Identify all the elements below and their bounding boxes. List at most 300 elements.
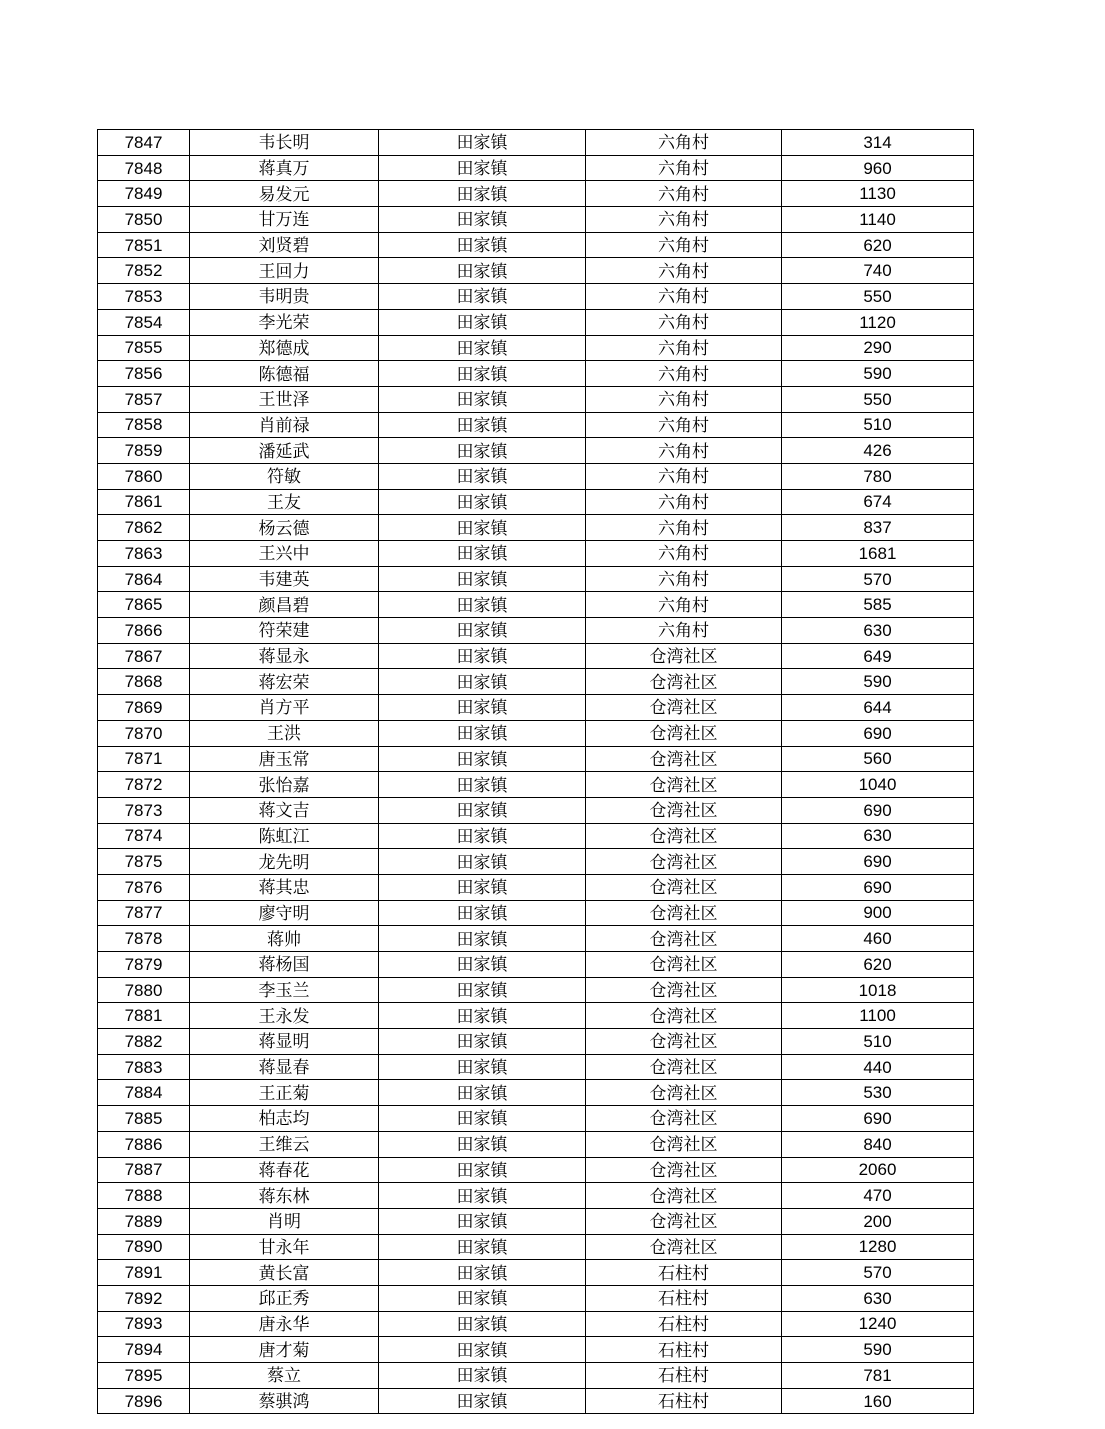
row-number-cell: 7896 [98, 1388, 190, 1414]
table-row [98, 515, 974, 541]
row-number-cell: 7892 [98, 1285, 190, 1311]
amount-cell: 620 [782, 952, 974, 978]
table-row [98, 284, 974, 310]
row-number-cell: 7867 [98, 643, 190, 669]
table-row [98, 746, 974, 772]
amount-cell: 2060 [782, 1157, 974, 1183]
town-cell: 田家镇 [379, 1131, 586, 1157]
amount-cell: 620 [782, 232, 974, 258]
table-row [98, 1183, 974, 1209]
amount-cell: 1100 [782, 1003, 974, 1029]
amount-cell: 690 [782, 797, 974, 823]
village-cell: 石柱村 [586, 1337, 782, 1363]
row-number-cell: 7850 [98, 207, 190, 233]
town-cell: 田家镇 [379, 592, 586, 618]
name-cell: 龙先明 [190, 849, 379, 875]
town-cell: 田家镇 [379, 720, 586, 746]
name-cell: 蒋杨国 [190, 952, 379, 978]
row-number-cell: 7855 [98, 335, 190, 361]
row-number-cell: 7865 [98, 592, 190, 618]
amount-cell: 740 [782, 258, 974, 284]
name-cell: 甘万连 [190, 207, 379, 233]
amount-cell: 160 [782, 1388, 974, 1414]
amount-cell: 900 [782, 900, 974, 926]
amount-cell: 1040 [782, 772, 974, 798]
village-cell: 六角村 [586, 592, 782, 618]
amount-cell: 1681 [782, 541, 974, 567]
town-cell: 田家镇 [379, 1054, 586, 1080]
row-number-cell: 7853 [98, 284, 190, 310]
village-cell: 石柱村 [586, 1285, 782, 1311]
amount-cell: 960 [782, 155, 974, 181]
name-cell: 唐永华 [190, 1311, 379, 1337]
name-cell: 张怡嘉 [190, 772, 379, 798]
town-cell: 田家镇 [379, 1311, 586, 1337]
row-number-cell: 7854 [98, 309, 190, 335]
row-number-cell: 7895 [98, 1363, 190, 1389]
row-number-cell: 7893 [98, 1311, 190, 1337]
name-cell: 李光荣 [190, 309, 379, 335]
village-cell: 六角村 [586, 541, 782, 567]
table-row [98, 386, 974, 412]
name-cell: 柏志均 [190, 1106, 379, 1132]
village-cell: 仓湾社区 [586, 1208, 782, 1234]
amount-cell: 510 [782, 412, 974, 438]
name-cell: 蒋宏荣 [190, 669, 379, 695]
amount-cell: 560 [782, 746, 974, 772]
row-number-cell: 7894 [98, 1337, 190, 1363]
row-number-cell: 7876 [98, 874, 190, 900]
table-body [98, 130, 974, 1414]
name-cell: 颜昌碧 [190, 592, 379, 618]
table-row [98, 566, 974, 592]
town-cell: 田家镇 [379, 643, 586, 669]
amount-cell: 690 [782, 720, 974, 746]
table-row [98, 849, 974, 875]
table-row [98, 618, 974, 644]
name-cell: 王世泽 [190, 386, 379, 412]
row-number-cell: 7872 [98, 772, 190, 798]
row-number-cell: 7848 [98, 155, 190, 181]
town-cell: 田家镇 [379, 258, 586, 284]
village-cell: 六角村 [586, 335, 782, 361]
name-cell: 杨云德 [190, 515, 379, 541]
row-number-cell: 7879 [98, 952, 190, 978]
name-cell: 蔡骐鸿 [190, 1388, 379, 1414]
village-cell: 仓湾社区 [586, 1054, 782, 1080]
row-number-cell: 7882 [98, 1029, 190, 1055]
row-number-cell: 7860 [98, 463, 190, 489]
town-cell: 田家镇 [379, 1388, 586, 1414]
table-row [98, 1106, 974, 1132]
town-cell: 田家镇 [379, 463, 586, 489]
row-number-cell: 7873 [98, 797, 190, 823]
row-number-cell: 7881 [98, 1003, 190, 1029]
amount-cell: 780 [782, 463, 974, 489]
row-number-cell: 7886 [98, 1131, 190, 1157]
row-number-cell: 7868 [98, 669, 190, 695]
amount-cell: 570 [782, 1260, 974, 1286]
table-row [98, 592, 974, 618]
table-row [98, 258, 974, 284]
amount-cell: 1120 [782, 309, 974, 335]
amount-cell: 630 [782, 823, 974, 849]
town-cell: 田家镇 [379, 1208, 586, 1234]
name-cell: 唐才菊 [190, 1337, 379, 1363]
village-cell: 六角村 [586, 412, 782, 438]
name-cell: 陈虹江 [190, 823, 379, 849]
name-cell: 蔡立 [190, 1363, 379, 1389]
village-cell: 六角村 [586, 463, 782, 489]
amount-cell: 644 [782, 695, 974, 721]
village-cell: 仓湾社区 [586, 926, 782, 952]
village-cell: 六角村 [586, 309, 782, 335]
village-cell: 六角村 [586, 258, 782, 284]
village-cell: 仓湾社区 [586, 900, 782, 926]
town-cell: 田家镇 [379, 284, 586, 310]
village-cell: 仓湾社区 [586, 874, 782, 900]
table-row [98, 952, 974, 978]
village-cell: 仓湾社区 [586, 1131, 782, 1157]
row-number-cell: 7866 [98, 618, 190, 644]
row-number-cell: 7859 [98, 438, 190, 464]
name-cell: 邱正秀 [190, 1285, 379, 1311]
town-cell: 田家镇 [379, 797, 586, 823]
village-cell: 六角村 [586, 155, 782, 181]
town-cell: 田家镇 [379, 155, 586, 181]
town-cell: 田家镇 [379, 361, 586, 387]
name-cell: 蒋帅 [190, 926, 379, 952]
table-row [98, 977, 974, 1003]
amount-cell: 460 [782, 926, 974, 952]
village-cell: 六角村 [586, 130, 782, 156]
row-number-cell: 7858 [98, 412, 190, 438]
row-number-cell: 7861 [98, 489, 190, 515]
village-cell: 六角村 [586, 489, 782, 515]
village-cell: 仓湾社区 [586, 1080, 782, 1106]
name-cell: 唐玉常 [190, 746, 379, 772]
name-cell: 王正菊 [190, 1080, 379, 1106]
row-number-cell: 7888 [98, 1183, 190, 1209]
table-row [98, 541, 974, 567]
town-cell: 田家镇 [379, 309, 586, 335]
amount-cell: 470 [782, 1183, 974, 1209]
row-number-cell: 7875 [98, 849, 190, 875]
village-cell: 石柱村 [586, 1388, 782, 1414]
name-cell: 蒋显春 [190, 1054, 379, 1080]
town-cell: 田家镇 [379, 1285, 586, 1311]
town-cell: 田家镇 [379, 207, 586, 233]
village-cell: 仓湾社区 [586, 1106, 782, 1132]
table-row [98, 207, 974, 233]
amount-cell: 630 [782, 618, 974, 644]
village-cell: 仓湾社区 [586, 1234, 782, 1260]
row-number-cell: 7856 [98, 361, 190, 387]
table-row [98, 1080, 974, 1106]
town-cell: 田家镇 [379, 412, 586, 438]
name-cell: 符荣建 [190, 618, 379, 644]
town-cell: 田家镇 [379, 515, 586, 541]
table-row [98, 361, 974, 387]
village-cell: 仓湾社区 [586, 977, 782, 1003]
table-row [98, 1311, 974, 1337]
name-cell: 韦明贵 [190, 284, 379, 310]
name-cell: 陈德福 [190, 361, 379, 387]
amount-cell: 630 [782, 1285, 974, 1311]
amount-cell: 1140 [782, 207, 974, 233]
row-number-cell: 7874 [98, 823, 190, 849]
amount-cell: 550 [782, 386, 974, 412]
village-cell: 石柱村 [586, 1311, 782, 1337]
name-cell: 肖方平 [190, 695, 379, 721]
name-cell: 易发元 [190, 181, 379, 207]
table-row [98, 772, 974, 798]
village-cell: 六角村 [586, 181, 782, 207]
town-cell: 田家镇 [379, 669, 586, 695]
amount-cell: 590 [782, 1337, 974, 1363]
amount-cell: 590 [782, 361, 974, 387]
town-cell: 田家镇 [379, 1260, 586, 1286]
name-cell: 肖明 [190, 1208, 379, 1234]
name-cell: 蒋东林 [190, 1183, 379, 1209]
table-row [98, 695, 974, 721]
village-cell: 仓湾社区 [586, 849, 782, 875]
town-cell: 田家镇 [379, 695, 586, 721]
town-cell: 田家镇 [379, 335, 586, 361]
name-cell: 王维云 [190, 1131, 379, 1157]
row-number-cell: 7890 [98, 1234, 190, 1260]
table-row [98, 669, 974, 695]
amount-cell: 426 [782, 438, 974, 464]
village-cell: 仓湾社区 [586, 1157, 782, 1183]
row-number-cell: 7863 [98, 541, 190, 567]
town-cell: 田家镇 [379, 1363, 586, 1389]
row-number-cell: 7849 [98, 181, 190, 207]
town-cell: 田家镇 [379, 386, 586, 412]
town-cell: 田家镇 [379, 1080, 586, 1106]
amount-cell: 550 [782, 284, 974, 310]
name-cell: 符敏 [190, 463, 379, 489]
village-cell: 六角村 [586, 284, 782, 310]
name-cell: 蒋显永 [190, 643, 379, 669]
town-cell: 田家镇 [379, 746, 586, 772]
row-number-cell: 7889 [98, 1208, 190, 1234]
amount-cell: 840 [782, 1131, 974, 1157]
name-cell: 蒋其忠 [190, 874, 379, 900]
village-cell: 六角村 [586, 566, 782, 592]
name-cell: 王永发 [190, 1003, 379, 1029]
row-number-cell: 7852 [98, 258, 190, 284]
table-row [98, 1234, 974, 1260]
village-cell: 仓湾社区 [586, 772, 782, 798]
table-row [98, 643, 974, 669]
name-cell: 王洪 [190, 720, 379, 746]
village-cell: 仓湾社区 [586, 952, 782, 978]
table-row [98, 130, 974, 156]
table-row [98, 1260, 974, 1286]
town-cell: 田家镇 [379, 130, 586, 156]
table-row [98, 1131, 974, 1157]
village-cell: 仓湾社区 [586, 720, 782, 746]
row-number-cell: 7891 [98, 1260, 190, 1286]
town-cell: 田家镇 [379, 952, 586, 978]
town-cell: 田家镇 [379, 566, 586, 592]
town-cell: 田家镇 [379, 1234, 586, 1260]
village-cell: 仓湾社区 [586, 1003, 782, 1029]
village-cell: 六角村 [586, 515, 782, 541]
amount-cell: 837 [782, 515, 974, 541]
amount-cell: 690 [782, 874, 974, 900]
town-cell: 田家镇 [379, 1029, 586, 1055]
table-row [98, 1388, 974, 1414]
village-cell: 仓湾社区 [586, 823, 782, 849]
amount-cell: 674 [782, 489, 974, 515]
table-row [98, 1337, 974, 1363]
row-number-cell: 7870 [98, 720, 190, 746]
table-row [98, 1208, 974, 1234]
table-row [98, 900, 974, 926]
town-cell: 田家镇 [379, 438, 586, 464]
table-row [98, 335, 974, 361]
table-row [98, 797, 974, 823]
data-table [97, 129, 974, 1414]
row-number-cell: 7847 [98, 130, 190, 156]
name-cell: 王兴中 [190, 541, 379, 567]
row-number-cell: 7869 [98, 695, 190, 721]
town-cell: 田家镇 [379, 772, 586, 798]
amount-cell: 314 [782, 130, 974, 156]
amount-cell: 590 [782, 669, 974, 695]
name-cell: 蒋文吉 [190, 797, 379, 823]
table-row [98, 1363, 974, 1389]
table-row [98, 874, 974, 900]
amount-cell: 1280 [782, 1234, 974, 1260]
table-row [98, 1285, 974, 1311]
row-number-cell: 7862 [98, 515, 190, 541]
town-cell: 田家镇 [379, 849, 586, 875]
table-row [98, 181, 974, 207]
name-cell: 郑德成 [190, 335, 379, 361]
amount-cell: 649 [782, 643, 974, 669]
table-row [98, 823, 974, 849]
row-number-cell: 7884 [98, 1080, 190, 1106]
town-cell: 田家镇 [379, 232, 586, 258]
row-number-cell: 7851 [98, 232, 190, 258]
village-cell: 六角村 [586, 618, 782, 644]
row-number-cell: 7857 [98, 386, 190, 412]
village-cell: 六角村 [586, 232, 782, 258]
village-cell: 仓湾社区 [586, 1183, 782, 1209]
town-cell: 田家镇 [379, 874, 586, 900]
town-cell: 田家镇 [379, 1106, 586, 1132]
row-number-cell: 7880 [98, 977, 190, 1003]
village-cell: 仓湾社区 [586, 1029, 782, 1055]
name-cell: 甘永年 [190, 1234, 379, 1260]
village-cell: 仓湾社区 [586, 797, 782, 823]
village-cell: 仓湾社区 [586, 669, 782, 695]
village-cell: 仓湾社区 [586, 746, 782, 772]
row-number-cell: 7864 [98, 566, 190, 592]
table-row [98, 155, 974, 181]
amount-cell: 1240 [782, 1311, 974, 1337]
name-cell: 王回力 [190, 258, 379, 284]
village-cell: 石柱村 [586, 1363, 782, 1389]
amount-cell: 510 [782, 1029, 974, 1055]
town-cell: 田家镇 [379, 181, 586, 207]
village-cell: 石柱村 [586, 1260, 782, 1286]
table-row [98, 1003, 974, 1029]
amount-cell: 781 [782, 1363, 974, 1389]
town-cell: 田家镇 [379, 977, 586, 1003]
row-number-cell: 7871 [98, 746, 190, 772]
town-cell: 田家镇 [379, 1183, 586, 1209]
name-cell: 李玉兰 [190, 977, 379, 1003]
amount-cell: 530 [782, 1080, 974, 1106]
town-cell: 田家镇 [379, 489, 586, 515]
amount-cell: 690 [782, 1106, 974, 1132]
table-row [98, 720, 974, 746]
town-cell: 田家镇 [379, 900, 586, 926]
town-cell: 田家镇 [379, 1157, 586, 1183]
name-cell: 韦建英 [190, 566, 379, 592]
village-cell: 仓湾社区 [586, 643, 782, 669]
village-cell: 仓湾社区 [586, 695, 782, 721]
amount-cell: 1130 [782, 181, 974, 207]
table-row [98, 309, 974, 335]
town-cell: 田家镇 [379, 1003, 586, 1029]
name-cell: 廖守明 [190, 900, 379, 926]
table-row [98, 1157, 974, 1183]
amount-cell: 200 [782, 1208, 974, 1234]
town-cell: 田家镇 [379, 1337, 586, 1363]
name-cell: 王友 [190, 489, 379, 515]
name-cell: 蒋显明 [190, 1029, 379, 1055]
village-cell: 六角村 [586, 386, 782, 412]
town-cell: 田家镇 [379, 926, 586, 952]
table-row [98, 412, 974, 438]
name-cell: 肖前禄 [190, 412, 379, 438]
village-cell: 六角村 [586, 438, 782, 464]
row-number-cell: 7885 [98, 1106, 190, 1132]
amount-cell: 585 [782, 592, 974, 618]
row-number-cell: 7883 [98, 1054, 190, 1080]
table-row [98, 489, 974, 515]
town-cell: 田家镇 [379, 541, 586, 567]
name-cell: 黄长富 [190, 1260, 379, 1286]
table-row [98, 232, 974, 258]
amount-cell: 1018 [782, 977, 974, 1003]
table-row [98, 1054, 974, 1080]
amount-cell: 690 [782, 849, 974, 875]
table-row [98, 438, 974, 464]
town-cell: 田家镇 [379, 823, 586, 849]
name-cell: 蒋真万 [190, 155, 379, 181]
name-cell: 蒋春花 [190, 1157, 379, 1183]
table-row [98, 926, 974, 952]
village-cell: 六角村 [586, 207, 782, 233]
name-cell: 刘贤碧 [190, 232, 379, 258]
row-number-cell: 7877 [98, 900, 190, 926]
name-cell: 韦长明 [190, 130, 379, 156]
amount-cell: 290 [782, 335, 974, 361]
village-cell: 六角村 [586, 361, 782, 387]
amount-cell: 570 [782, 566, 974, 592]
name-cell: 潘延武 [190, 438, 379, 464]
town-cell: 田家镇 [379, 618, 586, 644]
amount-cell: 440 [782, 1054, 974, 1080]
table-row [98, 1029, 974, 1055]
row-number-cell: 7887 [98, 1157, 190, 1183]
